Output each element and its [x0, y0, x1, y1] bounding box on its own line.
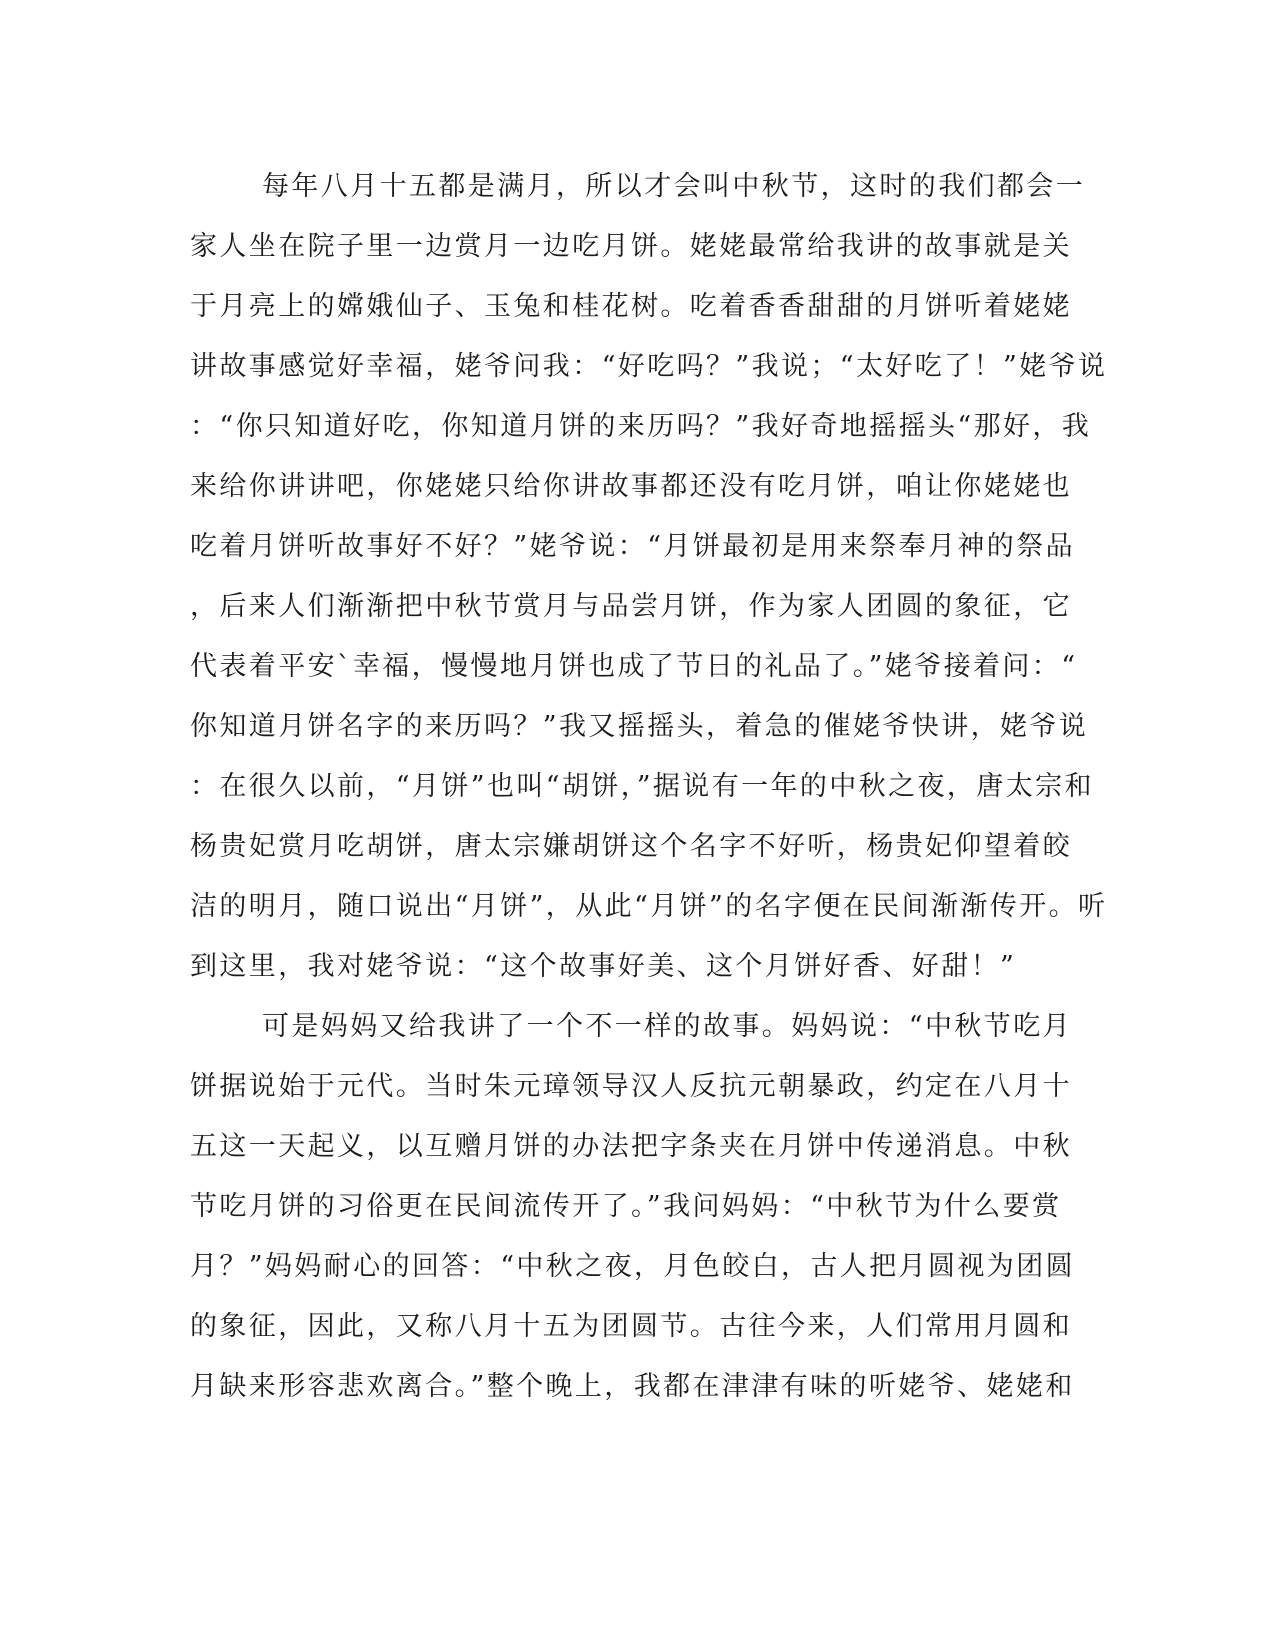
text-line: ：在很久以前，“月饼”也叫“胡饼，”据说有一年的中秋之夜，唐太宗和: [190, 771, 1094, 802]
text-line: 家人坐在院子里一边赏月一边吃月饼。姥姥最常给我讲的故事就是关: [190, 231, 1072, 262]
text-line: 的象征，因此，又称八月十五为团圆节。古往今来，人们常用月圆和: [190, 1311, 1072, 1342]
text-line: 可是妈妈又给我讲了一个不一样的故事。妈妈说：“中秋节吃月: [262, 1011, 1073, 1042]
text-line: 到这里，我对姥爷说：“这个故事好美、这个月饼好香、好甜！”: [190, 951, 1017, 982]
text-line: 五这一天起义，以互赠月饼的办法把字条夹在月饼中传递消息。中秋: [190, 1131, 1072, 1162]
text-line: 讲故事感觉好幸福，姥爷问我：“好吃吗？”我说；“太好吃了！”姥爷说: [190, 351, 1108, 382]
text-line: 来给你讲讲吧，你姥姥只给你讲故事都还没有吃月饼，咱让你姥姥也: [190, 471, 1072, 502]
text-line: 节吃月饼的习俗更在民间流传开了。”我问妈妈：“中秋节为什么要赏: [190, 1191, 1062, 1222]
text-line: 月缺来形容悲欢离合。”整个晚上，我都在津津有味的听姥爷、姥姥和: [190, 1371, 1075, 1402]
text-line: 杨贵妃赏月吃胡饼，唐太宗嫌胡饼这个名字不好听，杨贵妃仰望着皎: [190, 831, 1072, 862]
text-line: 洁的明月，随口说出“月饼”，从此“月饼”的名字便在民间渐渐传开。听: [190, 891, 1108, 922]
text-line: 每年八月十五都是满月，所以才会叫中秋节，这时的我们都会一: [262, 171, 1086, 202]
text-line: 月？”妈妈耐心的回答：“中秋之夜，月色皎白，古人把月圆视为团圆: [190, 1251, 1076, 1282]
text-line: 于月亮上的嫦娥仙子、玉兔和桂花树。吃着香香甜甜的月饼听着姥姥: [190, 291, 1072, 322]
text-line: ：“你只知道好吃，你知道月饼的来历吗？”我好奇地摇摇头“那好，我: [190, 411, 1092, 442]
text-line: ，后来人们渐渐把中秋节赏月与品尝月饼，作为家人团圆的象征，它: [190, 591, 1072, 622]
text-line: 饼据说始于元代。当时朱元璋领导汉人反抗元朝暴政，约定在八月十: [190, 1071, 1072, 1102]
text-line: 吃着月饼听故事好不好？”姥爷说：“月饼最初是用来祭奉月神的祭品: [190, 531, 1076, 562]
text-line: 代表着平安`幸福，慢慢地月饼也成了节日的礼品了。”姥爷接着问：“: [190, 651, 1078, 682]
text-line: 你知道月饼名字的来历吗？”我又摇摇头，着急的催姥爷快讲，姥爷说: [190, 711, 1089, 742]
